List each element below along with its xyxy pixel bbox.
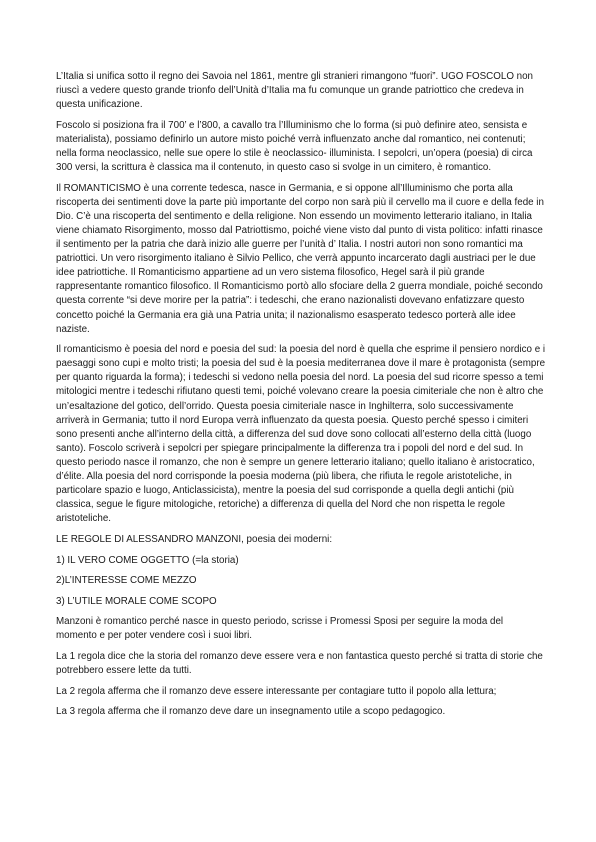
document-page [56,70,546,726]
paragraph-romanticismo: Il ROMANTICISMO è una corrente tedesca, nasce in Germania, e si oppone all’Illuminismo che porta alla riscoperta dei sentimenti dove la parte più importante del corpo non sarà più il cervello ma il cuore e della fede in Dio. C’è una riscoperta del sentimento e della religione. Non essendo un movimento letterario italiano, in Italia viene chiamato Risorgimento, mosso dal Patriottismo, poiché viene visto dal punto di vista politico: infatti rinasce il sentimento per la patria che darà inizio alle guerre per l’unità d’ Italia. I nostri autori non sono romantici ma patriottici. Un vero risorgimento italiano è Silvio Pellico, che verrà appunto incarcerato dagli austriaci per le due idee patriottiche. Il Romanticismo appartiene ad un vero sistema filosofico, Hegel sarà il più grande rappresentante romantico filosofico. Il Romanticismo portò allo sfociare della 2 guerra mondiale, poiché secondo questa corrente “si deve morire per la patria”: i tedeschi, che erano nazionalisti dovevano enfatizzare questo concetto poiché la Germania era già una Patria unita; il nazionalismo esasperato tedesco porterà alle idee naziste. [56,182,544,335]
heading-regole-manzoni: LE REGOLE DI ALESSANDRO MANZONI, poesia dei moderni: [56,533,333,545]
paragraph-foscolo: Foscolo si posiziona fra il 700’ e l’800, a cavallo tra l’Illuminismo che lo forma (si può definire ateo, sensista e materialista), possiamo definirlo un autore misto poiché verrà influenzato anche dal romantico, nei contenuti; nella forma neoclassico, nelle sue opere lo stile è neoclassico- illuminista. I sepolcri, un’opera (poesia) di circa 300 versi, la scrittura è classica ma il contenuto, in questo caso si svolge in un cimitero, è romantico. [56,119,533,174]
rule-2: 2)L’INTERESSE COME MEZZO [56,575,197,587]
rule-3: 3) L’UTILE MORALE COME SCOPO [56,595,217,607]
rule-1: 1) IL VERO COME OGGETTO (=la storia) [56,554,239,566]
paragraph-regola-2: La 2 regola afferma che il romanzo deve essere interessante per contagiare tutto il popolo alla lettura; [56,685,497,697]
paragraph-manzoni: Manzoni è romantico perché nasce in questo periodo, scrisse i Promessi Sposi per seguire la moda del momento e per poter vendere così i suoi libri. [56,616,504,642]
paragraph-poesia-nord-sud: Il romanticismo è poesia del nord e poesia del sud: la poesia del nord è quella che esprime il pensiero nordico e i paesaggi sono cupi e molto tristi; la poesia del sud è la poesia mediterranea dove il mare è protagonista (sempre per quanto riguarda la forma); i tedeschi si vedono nella poesia del nord. La poesia del sud ricorre spesso a temi mitologici mentre i tedeschi rifiutano questi temi, poiché volevano creare la poesia cimiteriale che non è altro che un’esaltazione del gotico, dell’orrido. Questa poesia cimiteriale nasce in Inghilterra, solo successivamente arriverà in Germania; tutto il nord Europa verrà influenzato da questa poesia. Questo perché spesso i cimiteri sono presenti anche all’interno della città, a differenza del sud dove sono collocati all’esterno della città (luogo santo). Foscolo scriverà i sepolcri per spiegare principalmente la differenza tra i popoli del nord e del sud. In questo periodo nasce il romanzo, che non è sempre un genere letterario italiano; quello italiano è aristocratico, d’élite. Alla poesia del nord corrisponde la poesia moderna (più libera, che rifiuta le regole aristoteliche, in particolare spazio e luogo, Anticlassicista), mentre la poesia del sud corrisponde a quella degli antichi (più classica, segue le figure mitologiche, retoriche) a differenza di quella del Nord che non rispetta le regole aristoteliche. [56,344,546,525]
paragraph-regola-1: La 1 regola dice che la storia del romanzo deve essere vera e non fantastica questo perché si tratta di storie che potrebbero essere lette da tutti. [56,650,543,677]
paragraph-regola-3: La 3 regola afferma che il romanzo deve dare un insegnamento utile a scopo pedagogico. [56,706,446,718]
paragraph-unita-italia: L’Italia si unifica sotto il regno dei Savoia nel 1861, mentre gli stranieri rimangono “fuori”. UGO FOSCOLO non riuscì a vedere questo grande trionfo dell’Unità d’Italia ma fu comunque un grande patriottico che credeva in questa unificazione. [56,71,534,111]
